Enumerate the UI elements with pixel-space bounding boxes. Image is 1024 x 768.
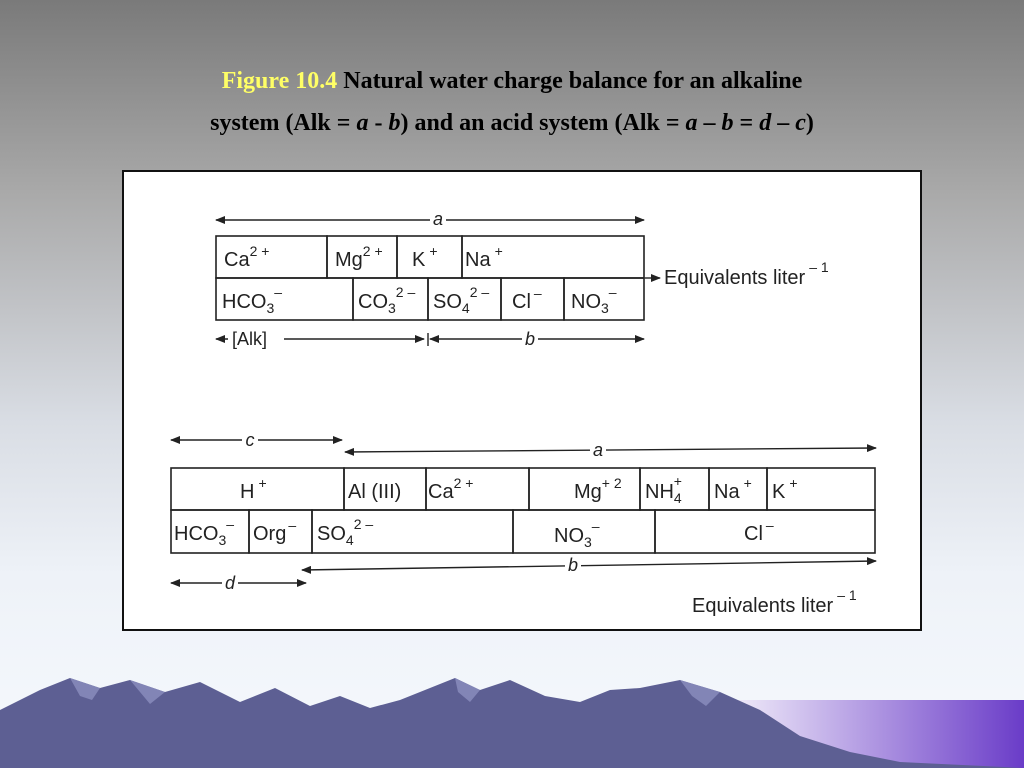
ion-k: K + xyxy=(772,475,798,503)
diagram-frame xyxy=(122,170,922,631)
ion-so4: $SO_4^{2 -}$ xyxy=(317,516,374,548)
cell-cl xyxy=(501,278,564,320)
caption-text: – xyxy=(771,110,796,136)
ion-al: Al (III) xyxy=(348,481,402,503)
ion-h: H + xyxy=(240,475,267,503)
ion-no3: $NO_3^-$ xyxy=(554,518,600,550)
alk-units-label: Equivalents liter $^{- 1}$ xyxy=(664,259,829,289)
acid-units-label: Equivalents liter $^{- 1}$ xyxy=(692,587,857,617)
charge-balance-diagram xyxy=(124,172,920,629)
caption-text: – xyxy=(697,110,722,136)
caption-text: - xyxy=(368,110,389,136)
ion-so4: $SO_4^{2 -}$ xyxy=(433,284,490,316)
ion-na: Na + xyxy=(714,475,752,503)
ion-org: Org – xyxy=(253,517,297,545)
alkaline-system xyxy=(216,209,829,349)
caption-title: Natural water charge balance for an alkaline xyxy=(343,68,803,94)
caption-var: c xyxy=(795,110,806,136)
ion-cl: Cl – xyxy=(512,285,542,313)
mountain-decoration xyxy=(0,640,1024,768)
figure-label: Figure 10.4 xyxy=(221,68,338,94)
acid-cation-row xyxy=(171,468,875,510)
ion-k: K + xyxy=(412,243,438,271)
ion-no3: $NO_3^-$ xyxy=(571,284,617,316)
ion-na: Na + xyxy=(465,243,503,271)
caption-text: ) xyxy=(805,110,814,136)
caption-var: a xyxy=(685,110,698,136)
caption-text: system (Alk = xyxy=(210,110,357,136)
ion-mg: $Mg^{2 +}$ xyxy=(335,243,383,271)
caption-var: b xyxy=(388,110,401,136)
ion-mg: $Mg^{+ 2}$ xyxy=(574,475,622,503)
ion-hco3: $HCO_3^-$ xyxy=(222,284,283,316)
caption-var: a xyxy=(356,110,369,136)
acid-b-arrow xyxy=(302,561,876,570)
ion-co3: $CO_3^{2 -}$ xyxy=(358,284,416,316)
acid-anion-row xyxy=(171,510,875,553)
ion-hco3: $HCO_3^-$ xyxy=(174,516,235,548)
alk-alk-label: [Alk] xyxy=(232,329,268,349)
alk-cation-row xyxy=(216,236,644,278)
alk-anion-row xyxy=(216,278,644,320)
ion-ca: $Ca^{2 +}$ xyxy=(224,243,270,271)
caption-var: d xyxy=(759,110,772,136)
caption-text: = xyxy=(733,110,760,136)
acid-system xyxy=(171,430,876,617)
ion-cl: Cl – xyxy=(744,517,774,545)
figure-caption xyxy=(0,60,1024,144)
caption-line-2 xyxy=(0,102,1024,144)
ion-ca: $Ca^{2 +}$ xyxy=(428,475,474,503)
acid-d-label: d xyxy=(224,573,236,593)
acid-a-label: a xyxy=(592,440,604,460)
alk-b-label: b xyxy=(524,329,536,349)
alk-a-label: a xyxy=(432,209,444,229)
caption-line-1 xyxy=(0,60,1024,102)
acid-c-label: c xyxy=(245,430,255,450)
caption-var: b xyxy=(721,110,734,136)
ion-nh4: $NH_4+$ xyxy=(645,473,682,506)
caption-text: ) and an acid system (Alk = xyxy=(400,110,686,136)
acid-a-arrow xyxy=(345,448,876,452)
acid-b-label: b xyxy=(567,555,579,575)
